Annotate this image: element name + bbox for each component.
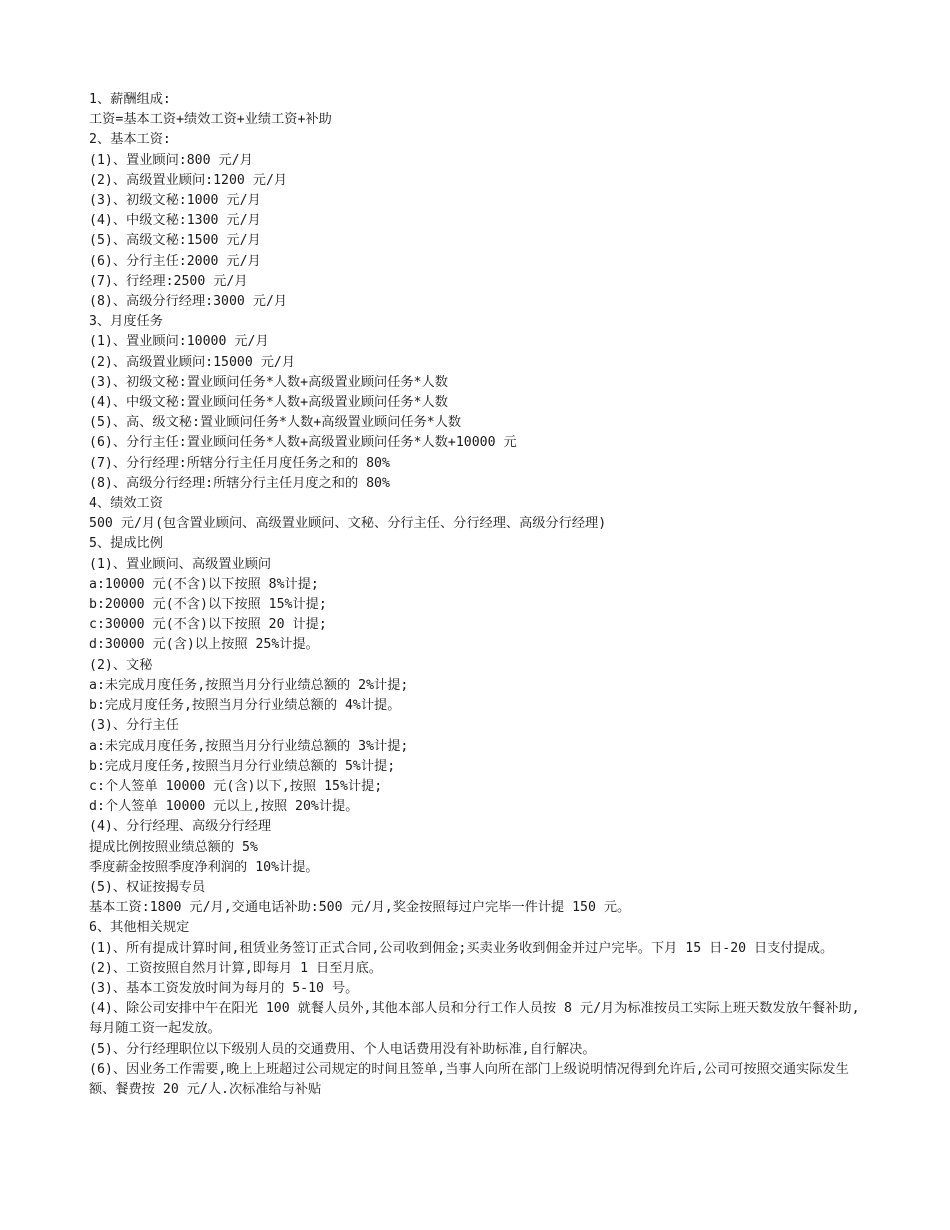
section-heading-other-rules: 6、其他相关规定: [89, 920, 190, 936]
text-line: 500 元/月(包含置业顾问、高级置业顾问、文秘、分行主任、分行经理、高级分行经理): [89, 516, 607, 532]
list-item: (1)、置业顾问:800 元/月: [89, 152, 253, 168]
list-item: d:个人签单 10000 元以上,按照 20%计提。: [89, 799, 359, 815]
list-item: a:未完成月度任务,按照当月分行业绩总额的 2%计提;: [89, 677, 409, 693]
text-line: 基本工资:1800 元/月,交通电话补助:500 元/月,奖金按照每过户完毕一件计提 150 元。: [89, 900, 631, 916]
document-body: [89, 90, 869, 1100]
text-line: 工资=基本工资+绩效工资+业绩工资+补助: [89, 112, 332, 128]
list-item: (1)、置业顾问:10000 元/月: [89, 334, 269, 350]
subsection-heading: (4)、分行经理、高级分行经理: [89, 819, 272, 835]
section-heading-commission-rate: 5、提成比例: [89, 536, 163, 552]
list-item: a:未完成月度任务,按照当月分行业绩总额的 3%计提;: [89, 738, 409, 754]
list-item: (6)、分行主任:2000 元/月: [89, 253, 261, 269]
list-item: c:30000 元(不含)以下按照 20 计提;: [89, 617, 327, 633]
subsection-heading: (3)、分行主任: [89, 718, 179, 734]
list-item: (4)、除公司安排中午在阳光 100 就餐人员外,其他本部人员和分行工作人员按 8 元/月为标准按员工实际上班天数发放午餐补助,每月随工资一起发放。: [89, 1001, 860, 1037]
list-item: (4)、中级文秘:置业顾问任务*人数+高级置业顾问任务*人数: [89, 395, 448, 411]
list-item: (3)、初级文秘:1000 元/月: [89, 193, 261, 209]
list-item: (2)、高级置业顾问:1200 元/月: [89, 172, 288, 188]
list-item: (3)、初级文秘:置业顾问任务*人数+高级置业顾问任务*人数: [89, 374, 448, 390]
list-item: (6)、分行主任:置业顾问任务*人数+高级置业顾问任务*人数+10000 元: [89, 435, 517, 451]
list-item: (5)、分行经理职位以下级别人员的交通费用、个人电话费用没有补助标准,自行解决。: [89, 1041, 596, 1057]
list-item: (5)、高、级文秘:置业顾问任务*人数+高级置业顾问任务*人数: [89, 415, 462, 431]
list-item: (6)、因业务工作需要,晚上上班超过公司规定的时间且签单,当事人向所在部门上级说明情况得到允许后,公司可按照交通实际发生额、餐费按 20 元/人.次标准给与补贴: [89, 1061, 849, 1097]
list-item: (3)、基本工资发放时间为每月的 5-10 号。: [89, 980, 359, 996]
list-item: d:30000 元(含)以上按照 25%计提。: [89, 637, 319, 653]
section-heading-performance-salary: 4、绩效工资: [89, 496, 163, 512]
list-item: (4)、中级文秘:1300 元/月: [89, 213, 261, 229]
list-item: b:完成月度任务,按照当月分行业绩总额的 5%计提;: [89, 758, 396, 774]
list-item: (8)、高级分行经理:所辖分行主任月度之和的 80%: [89, 475, 390, 491]
list-item: (8)、高级分行经理:3000 元/月: [89, 294, 288, 310]
subsection-heading: (1)、置业顾问、高级置业顾问: [89, 556, 272, 572]
section-heading-compensation: 1、薪酬组成:: [89, 92, 171, 107]
list-item: (7)、分行经理:所辖分行主任月度任务之和的 80%: [89, 455, 390, 471]
subsection-heading: (5)、权证按揭专员: [89, 879, 206, 895]
list-item: (2)、工资按照自然月计算,即每月 1 日至月底。: [89, 960, 382, 976]
section-heading-base-salary: 2、基本工资:: [89, 132, 171, 148]
list-item: b:完成月度任务,按照当月分行业绩总额的 4%计提。: [89, 698, 401, 714]
text-line: 季度薪金按照季度净利润的 10%计提。: [89, 859, 319, 875]
subsection-heading: (2)、文秘: [89, 657, 153, 673]
list-item: (2)、高级置业顾问:15000 元/月: [89, 354, 296, 370]
list-item: (5)、高级文秘:1500 元/月: [89, 233, 261, 249]
list-item: a:10000 元(不含)以下按照 8%计提;: [89, 576, 319, 592]
list-item: c:个人签单 10000 元(含)以下,按照 15%计提;: [89, 778, 383, 794]
list-item: b:20000 元(不含)以下按照 15%计提;: [89, 597, 327, 613]
text-line: 提成比例按照业绩总额的 5%: [89, 839, 258, 855]
list-item: (7)、行经理:2500 元/月: [89, 273, 248, 289]
list-item: (1)、所有提成计算时间,租赁业务签订正式合同,公司收到佣金;买卖业务收到佣金并过户完毕。下月 15 日-20 日支付提成。: [89, 940, 834, 956]
section-heading-monthly-target: 3、月度任务: [89, 314, 163, 330]
